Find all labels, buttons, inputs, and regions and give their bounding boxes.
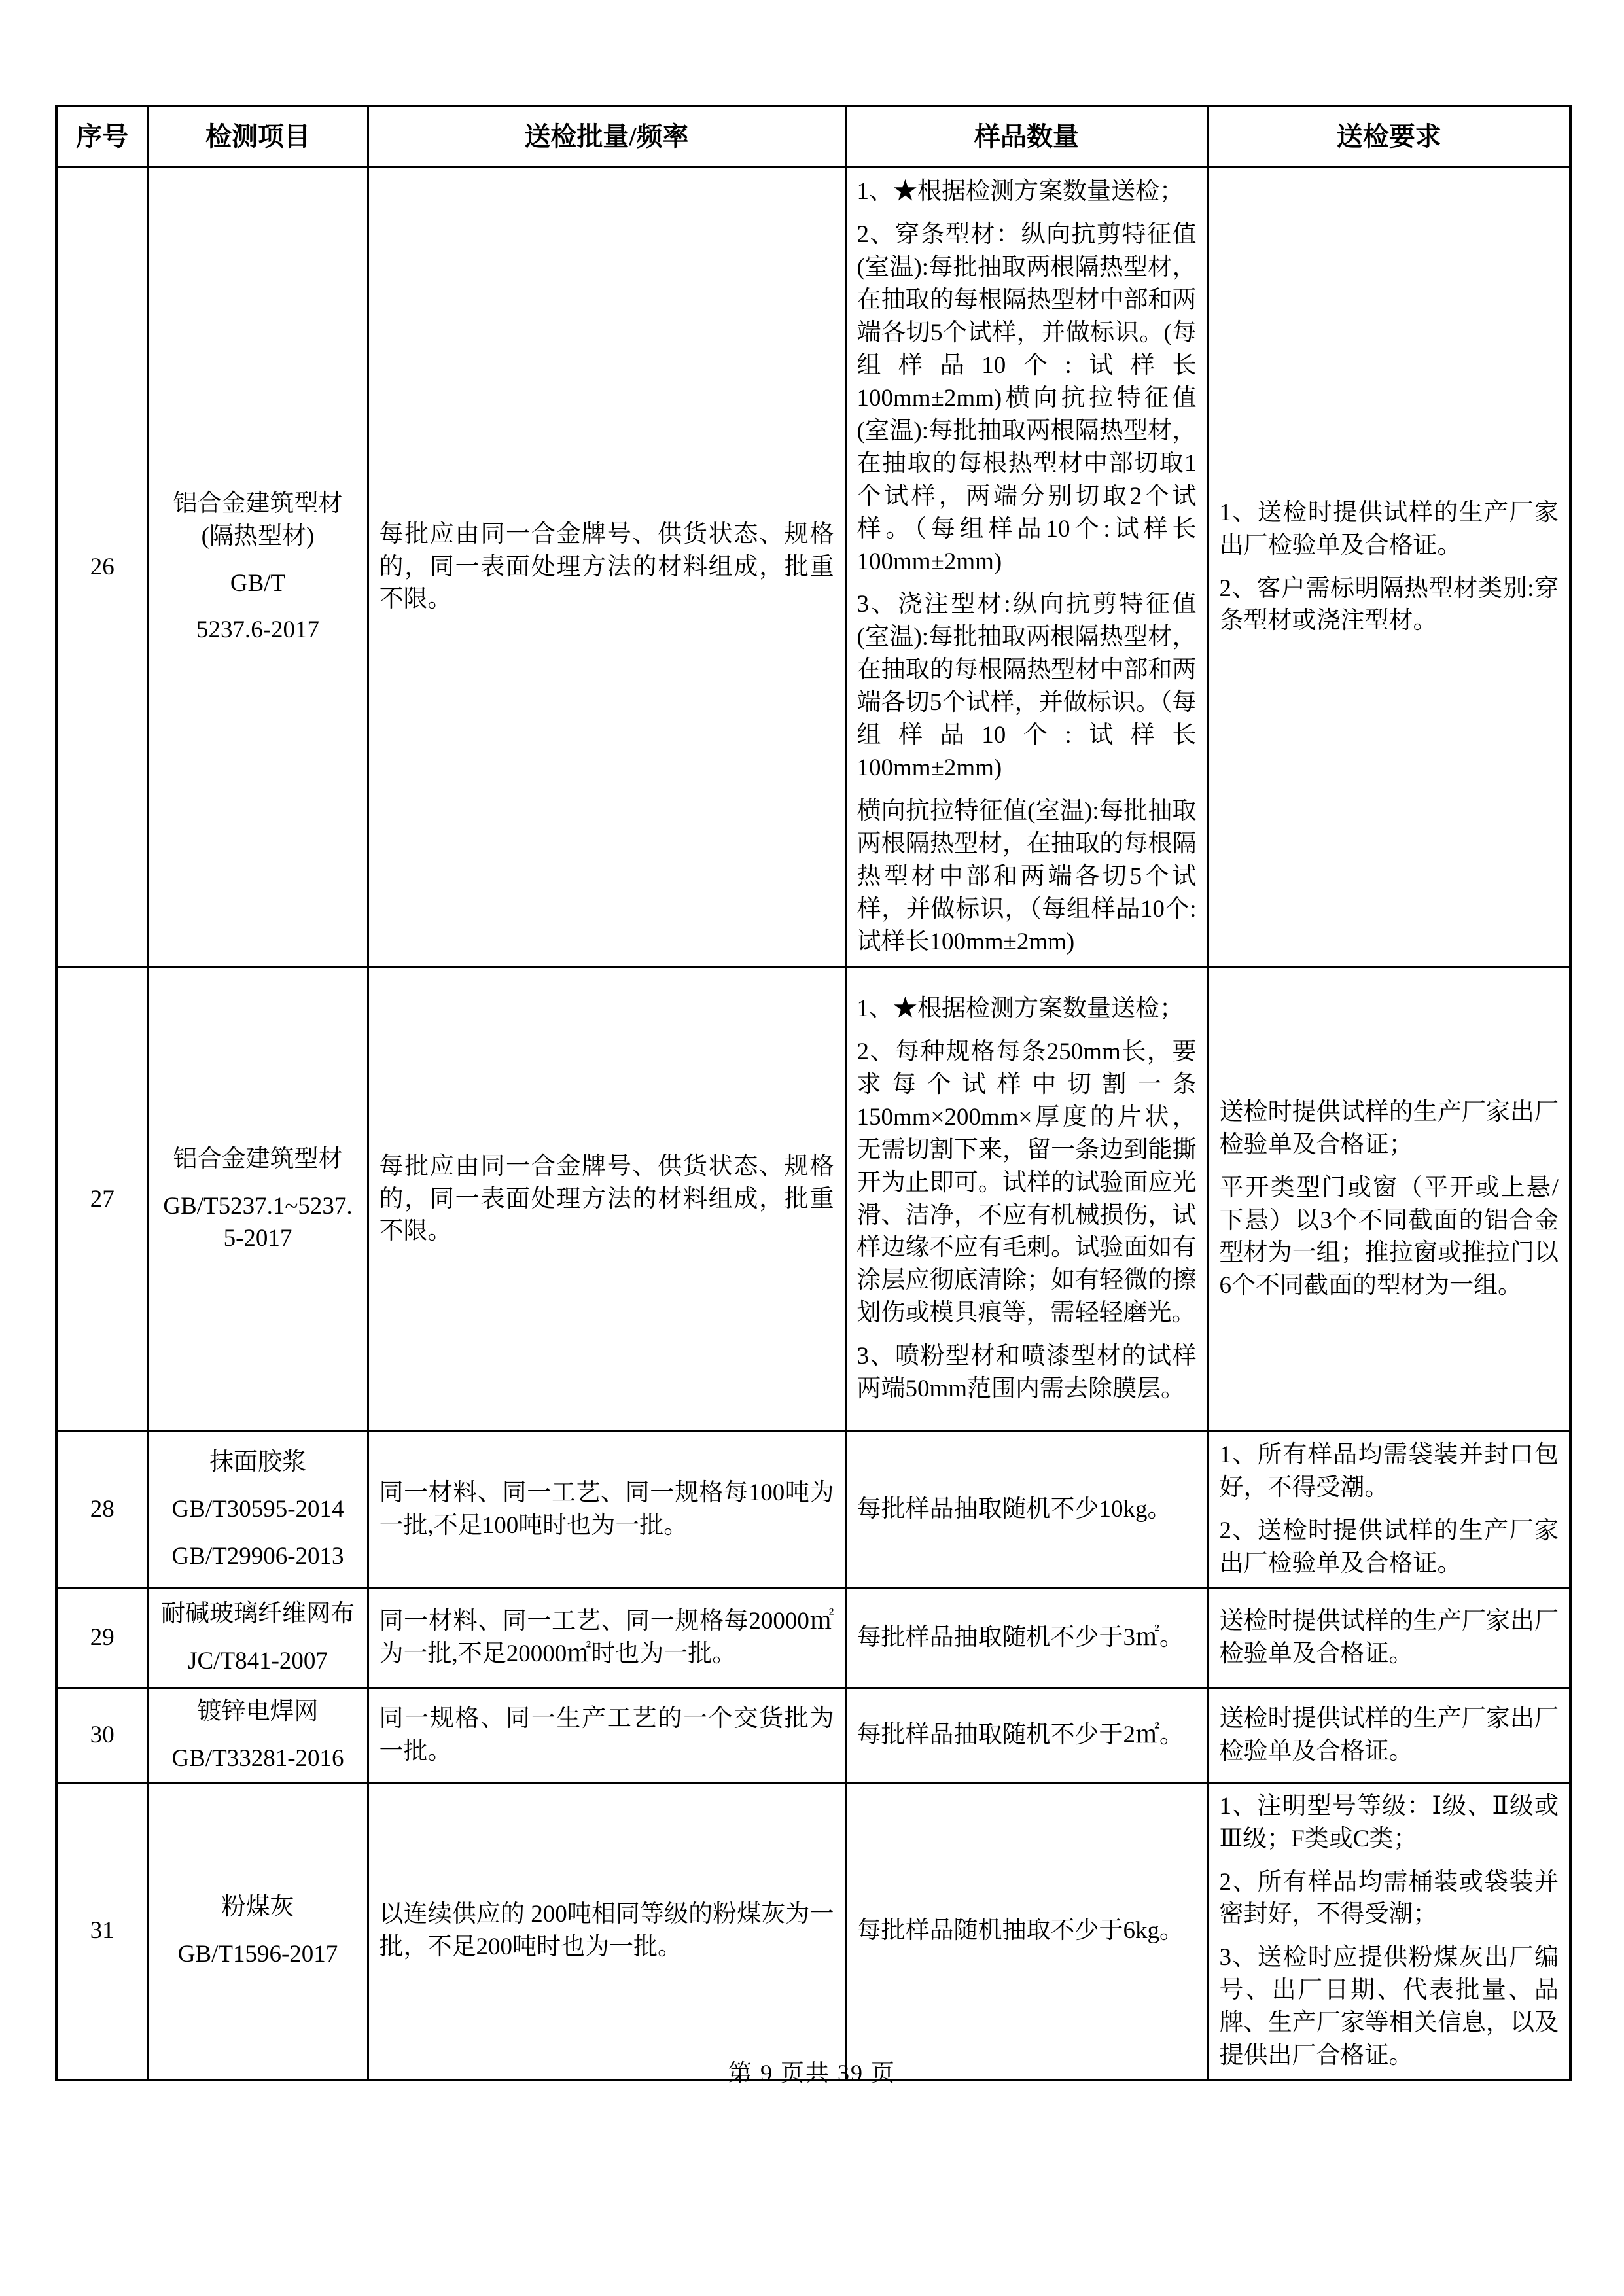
text-paragraph: 1、注明型号等级：Ⅰ级、Ⅱ级或Ⅲ级；F类或C类；	[1219, 1792, 1559, 1852]
row-number: 30	[90, 1721, 115, 1748]
table-row	[56, 1432, 1570, 1588]
cell-row-number	[56, 1587, 148, 1687]
test-item-standard: GB/T5237.1~5237.5-2017	[163, 1192, 353, 1252]
test-item-standard: GB/T29906-2013	[171, 1542, 344, 1570]
text-paragraph: 送检时提供试样的生产厂家出厂检验单及合格证。	[1219, 1704, 1559, 1765]
cell-submission-requirement	[1208, 1587, 1570, 1687]
row-number: 28	[90, 1495, 115, 1523]
text-paragraph: 1、送检时提供试样的生产厂家出厂检验单及合格证。	[1219, 499, 1559, 559]
text-paragraph: 同一材料、同一工艺、同一规格每100吨为一批,不足100吨时也为一批。	[379, 1479, 834, 1539]
table-row	[56, 1587, 1570, 1687]
table-row	[56, 1782, 1570, 2080]
text-paragraph: 平开类型门或窗（平开或上悬/下悬）以3个不同截面的铝合金型材为一组；推拉窗或推拉门以6个不同截面的型材为一组。	[1219, 1174, 1559, 1299]
test-item-standard: GB/T33281-2016	[171, 1744, 344, 1772]
cell-batch-frequency	[368, 1687, 845, 1782]
col-header-requirement: 送检要求	[1208, 106, 1570, 168]
text-paragraph: 3、浇注型材:纵向抗剪特征值(室温):每批抽取两根隔热型材，在抽取的每根隔热型材中部和两端各切5个试样，并做标识。（每组样品10个:试样长 100mm±2mm)	[856, 591, 1197, 782]
text-paragraph: 每批样品抽取随机不少于3㎡。	[856, 1623, 1184, 1651]
cell-batch-frequency	[368, 168, 845, 967]
text-paragraph: 3、喷粉型材和喷漆型材的试样两端50mm范围内需去除膜层。	[856, 1343, 1197, 1403]
cell-test-item	[148, 1432, 368, 1588]
test-item-name: 镀锌电焊网	[197, 1697, 319, 1725]
cell-batch-frequency	[368, 1782, 845, 2080]
test-item-name: 铝合金建筑型材	[173, 1145, 343, 1173]
test-item-standard: GB/T30595-2014	[171, 1495, 344, 1523]
text-paragraph: 同一材料、同一工艺、同一规格每20000㎡为一批,不足20000㎡时也为一批。	[379, 1607, 834, 1667]
cell-test-item	[148, 1587, 368, 1687]
test-item-name: 耐碱玻璃纤维网布	[161, 1600, 355, 1627]
col-header-item: 检测项目	[148, 106, 368, 168]
text-paragraph: 每批样品随机抽取不少于6kg。	[856, 1917, 1184, 1945]
text-paragraph: 每批样品抽取随机不少于2㎡。	[856, 1721, 1184, 1748]
text-paragraph: 送检时提供试样的生产厂家出厂检验单及合格证；	[1219, 1098, 1559, 1158]
test-item-name: 铝合金建筑型材(隔热型材)	[173, 489, 343, 550]
col-header-quantity: 样品数量	[845, 106, 1208, 168]
cell-sample-quantity	[845, 1432, 1208, 1588]
cell-batch-frequency	[368, 967, 845, 1432]
text-paragraph: 每批应由同一合金牌号、供货状态、规格的，同一表面处理方法的材料组成，批重不限。	[379, 1152, 834, 1245]
cell-submission-requirement	[1208, 1432, 1570, 1588]
test-item-standard: 5237.6-2017	[196, 616, 320, 644]
cell-sample-quantity	[845, 1782, 1208, 2080]
text-paragraph: 每批应由同一合金牌号、供货状态、规格的，同一表面处理方法的材料组成，批重不限。	[379, 520, 834, 613]
cell-test-item	[148, 1687, 368, 1782]
text-paragraph: 1、★根据检测方案数量送检；	[856, 178, 1184, 205]
cell-test-item	[148, 168, 368, 967]
text-paragraph: 每批样品抽取随机不少10kg。	[856, 1495, 1172, 1523]
cell-row-number	[56, 1782, 148, 2080]
text-paragraph: 2、穿条型材：纵向抗剪特征值(室温):每批抽取两根隔热型材，在抽取的每根隔热型材中部和两端各切5个试样，并做标识。(每组样品10个:试样长100mm±2mm)横向抗拉特征值(室温):每批抽取两根隔热型材，在抽取的每根热型材中部切取1个试样，两端分别切取2个试样。（每组样品10个:试样长100mm±2mm)	[856, 221, 1197, 575]
table-row	[56, 1687, 1570, 1782]
cell-row-number	[56, 1432, 148, 1588]
text-paragraph: 2、每种规格每条250mm长，要求每个试样中切割一条150mm×200mm×厚度的片状，无需切割下来，留一条边到能撕开为止即可。试样的试验面应光滑、洁净，不应有机械损伤，试样边缘不应有毛刺。试验面如有涂层应彻底清除；如有轻微的擦划伤或模具痕等，需轻轻磨光。	[856, 1038, 1197, 1327]
test-item-standard: GB/T1596-2017	[177, 1941, 338, 1968]
row-number: 26	[90, 553, 115, 580]
cell-batch-frequency	[368, 1432, 845, 1588]
col-header-batch: 送检批量/频率	[368, 106, 845, 168]
test-item-standard: GB/T	[230, 569, 286, 597]
cell-row-number	[56, 967, 148, 1432]
header-row	[56, 106, 1570, 168]
cell-submission-requirement	[1208, 168, 1570, 967]
page-number: 第 9 页共 39 页	[728, 2060, 896, 2086]
cell-submission-requirement	[1208, 1687, 1570, 1782]
text-paragraph: 3、送检时应提供粉煤灰出厂编号、出厂日期、代表批量、品牌、生产厂家等相关信息，以及提供出厂合格证。	[1219, 1944, 1559, 2070]
inspection-table	[55, 105, 1572, 2081]
test-item-name: 抹面胶浆	[209, 1448, 306, 1475]
table-row	[56, 168, 1570, 967]
row-number: 27	[90, 1185, 115, 1212]
cell-test-item	[148, 967, 368, 1432]
cell-row-number	[56, 168, 148, 967]
text-paragraph: 2、送检时提供试样的生产厂家出厂检验单及合格证。	[1219, 1517, 1559, 1577]
cell-sample-quantity	[845, 1587, 1208, 1687]
cell-submission-requirement	[1208, 1782, 1570, 2080]
col-header-no: 序号	[56, 106, 148, 168]
cell-row-number	[56, 1687, 148, 1782]
table-row	[56, 967, 1570, 1432]
text-paragraph: 以连续供应的 200吨相同等级的粉煤灰为一批，不足200吨时也为一批。	[379, 1901, 834, 1961]
text-paragraph: 1、★根据检测方案数量送检；	[856, 995, 1184, 1022]
row-number: 31	[90, 1917, 115, 1945]
cell-submission-requirement	[1208, 967, 1570, 1432]
text-paragraph: 1、所有样品均需袋装并封口包好，不得受潮。	[1219, 1441, 1559, 1501]
row-number: 29	[90, 1623, 115, 1651]
cell-sample-quantity	[845, 1687, 1208, 1782]
test-item-name: 粉煤灰	[221, 1894, 294, 1921]
text-paragraph: 送检时提供试样的生产厂家出厂检验单及合格证。	[1219, 1607, 1559, 1667]
cell-test-item	[148, 1782, 368, 2080]
cell-sample-quantity	[845, 967, 1208, 1432]
text-paragraph: 同一规格、同一生产工艺的一个交货批为一批。	[379, 1704, 834, 1765]
text-paragraph: 2、所有样品均需桶装或袋装并密封好，不得受潮；	[1219, 1868, 1559, 1928]
test-item-standard: JC/T841-2007	[188, 1647, 328, 1674]
page-footer	[0, 2055, 1624, 2088]
cell-sample-quantity	[845, 168, 1208, 967]
text-paragraph: 2、客户需标明隔热型材类别:穿条型材或浇注型材。	[1219, 574, 1559, 635]
cell-batch-frequency	[368, 1587, 845, 1687]
text-paragraph: 横向抗拉特征值(室温):每批抽取两根隔热型材，在抽取的每根隔热型材中部和两端各切5个试样，并做标识，（每组样品10个:试样长100mm±2mm)	[856, 798, 1197, 955]
